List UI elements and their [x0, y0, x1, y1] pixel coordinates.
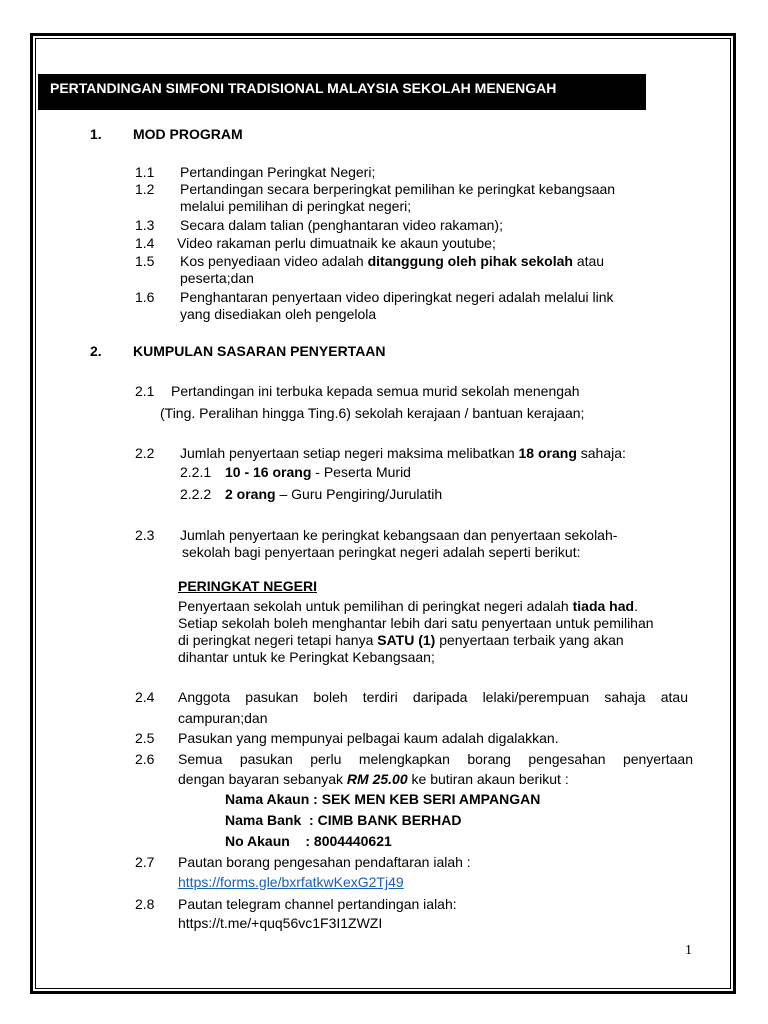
peringkat-negeri-heading: PERINGKAT NEGERI: [178, 578, 317, 594]
item-text: Pertandingan ini terbuka kepada semua murid sekolah menengah: [171, 383, 580, 399]
item-number: 2.2: [135, 445, 155, 461]
item-text: Kos penyediaan video adalah ditanggung oleh pihak sekolah atau: [180, 253, 605, 269]
item-text: sekolah bagi penyertaan peringkat negeri adalah seperti berikut:: [182, 544, 581, 560]
item-text: dengan bayaran sebanyak RM 25.00 ke butiran akaun berikut :: [178, 771, 569, 787]
item-text: Pautan telegram channel pertandingan ialah:: [178, 896, 457, 912]
page-number: 1: [685, 943, 692, 958]
section1-heading: MOD PROGRAM: [133, 126, 243, 142]
item-number: 2.7: [135, 854, 155, 870]
peringkat-text: dihantar untuk ke Peringkat Kebangsaan;: [178, 649, 435, 665]
peringkat-text: Setiap sekolah boleh menghantar lebih dari satu penyertaan untuk pemilihan: [178, 615, 654, 631]
item-number: 1.6: [135, 289, 155, 305]
item-text: Pautan borang pengesahan pendaftaran ialah :: [178, 854, 471, 870]
item-text: Semua pasukan perlu melengkapkan borang pengesahan penyertaan: [178, 751, 693, 767]
item-number: 2.8: [135, 896, 155, 912]
item-text: Jumlah penyertaan setiap negeri maksima melibatkan 18 orang sahaja:: [180, 445, 626, 461]
peringkat-text: Penyertaan sekolah untuk pemilihan di peringkat negeri adalah tiada had.: [178, 598, 638, 614]
registration-form-link[interactable]: https://forms.gle/bxrfatkwKexG2Tj49: [178, 874, 404, 890]
item-text: melalui pemilihan di peringkat negeri;: [180, 198, 412, 214]
item-text: (Ting. Peralihan hingga Ting.6) sekolah kerajaan / bantuan kerajaan;: [160, 405, 585, 421]
subitem-number: 2.2.2: [180, 486, 212, 502]
account-name: Nama Akaun : SEK MEN KEB SERI AMPANGAN: [225, 791, 541, 807]
peringkat-text: di peringkat negeri tetapi hanya SATU (1) penyertaan terbaik yang akan: [178, 632, 624, 648]
section2-heading: KUMPULAN SASARAN PENYERTAAN: [133, 343, 386, 359]
bank-name: Nama Bank : CIMB BANK BERHAD: [225, 812, 462, 828]
section2-number: 2.: [90, 343, 102, 359]
item-number: 1.2: [135, 181, 155, 197]
subitem-number: 2.2.1: [180, 464, 212, 480]
item-number: 1.5: [135, 253, 155, 269]
item-text: Penghantaran penyertaan video diperingkat negeri adalah melalui link: [180, 289, 614, 305]
item-text: peserta;dan: [180, 270, 254, 286]
item-text: campuran;dan: [178, 710, 268, 726]
item-text: Secara dalam talian (penghantaran video rakaman);: [180, 217, 503, 233]
item-text: Jumlah penyertaan ke peringkat kebangsaan dan penyertaan sekolah-: [180, 527, 618, 543]
section1-number: 1.: [90, 126, 102, 142]
telegram-link-text: https://t.me/+quq56vc1F3I1ZWZI: [178, 915, 383, 931]
item-number: 2.5: [135, 730, 155, 746]
subitem-text: 10 - 16 orang - Peserta Murid: [225, 464, 411, 480]
item-number: 2.6: [135, 751, 155, 767]
item-number: 1.3: [135, 217, 155, 233]
item-text: Pertandingan Peringkat Negeri;: [180, 164, 376, 180]
item-text: Pasukan yang mempunyai pelbagai kaum adalah digalakkan.: [178, 730, 559, 746]
item-number: 2.3: [135, 527, 155, 543]
item-text: Pertandingan secara berperingkat pemilihan ke peringkat kebangsaan: [180, 181, 616, 197]
item-number: 1.1: [135, 164, 155, 180]
item-number: 1.4: [135, 235, 155, 251]
item-number: 2.4: [135, 689, 155, 705]
item-text: yang disediakan oleh pengelola: [180, 306, 377, 322]
item-text: Anggota pasukan boleh terdiri daripada lelaki/perempuan sahaja atau: [178, 689, 688, 705]
subitem-text: 2 orang – Guru Pengiring/Jurulatih: [225, 486, 443, 502]
account-number: No Akaun : 8004440621: [225, 833, 392, 849]
document-title: PERTANDINGAN SIMFONI TRADISIONAL MALAYSIA SEKOLAH MENENGAH: [38, 74, 646, 110]
item-text: Video rakaman perlu dimuatnaik ke akaun youtube;: [177, 235, 496, 251]
item-number: 2.1: [135, 383, 155, 399]
